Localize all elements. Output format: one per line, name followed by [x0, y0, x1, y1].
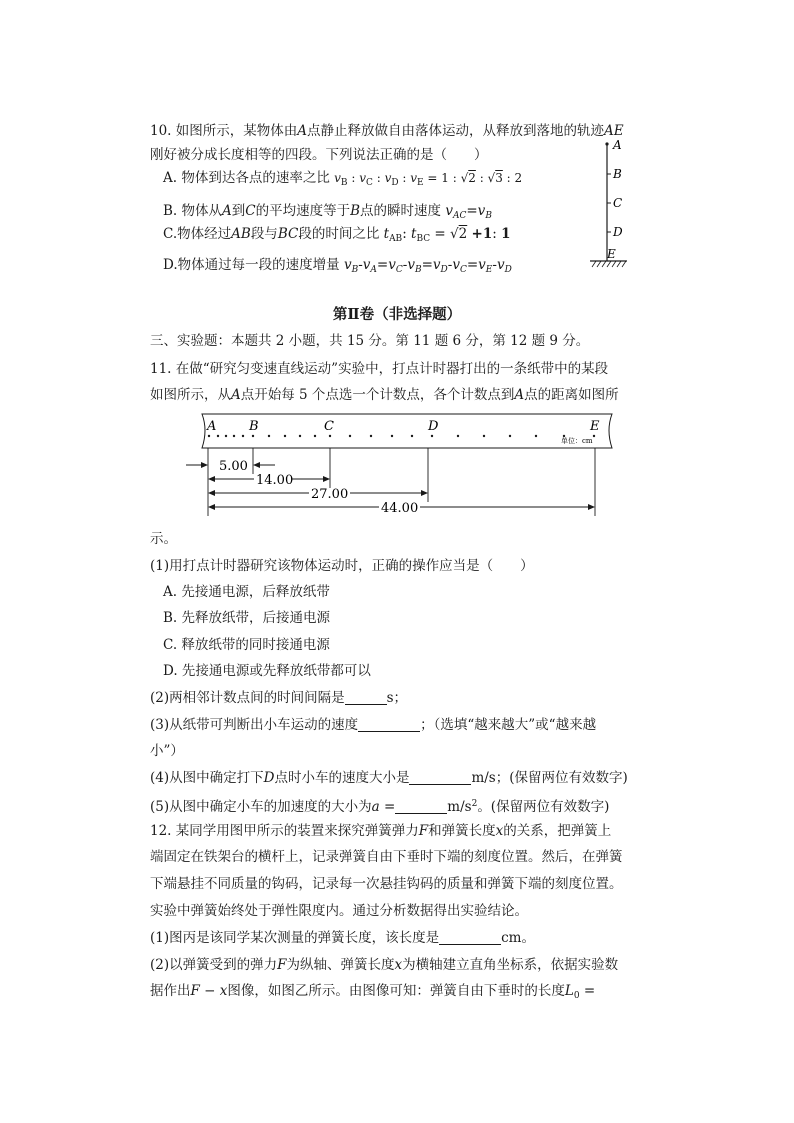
answer-blank-acceleration[interactable]	[395, 799, 447, 814]
answer-blank-interval[interactable]	[345, 690, 387, 705]
figure-label-e: E	[607, 247, 616, 261]
q11-p1-option-d: D. 先接通电源或先释放纸带都可以	[163, 663, 371, 679]
answer-blank-velocity-d[interactable]	[409, 770, 471, 785]
q12-stem-line4: 实验中弹簧始终处于弹性限度内。通过分析数据得出实验结论。	[150, 903, 528, 919]
q10-stem-line1: 10. 如图所示，某物体由A点静止释放做自由落体运动，从释放到落地的轨迹AE	[150, 123, 624, 139]
answer-blank-speed-trend[interactable]	[358, 717, 420, 732]
part-3-heading: 三、实验题：本题共 2 小题，共 15 分。第 11 题 6 分，第 12 题 9 分。	[150, 333, 590, 349]
distance-ad: 27.00	[311, 487, 349, 502]
q10-stem-line2: 刚好被分成长度相等的四段。下列说法正确的是（ ）	[150, 147, 488, 163]
ground-hatching	[592, 261, 626, 267]
tape-label-b: B	[249, 419, 259, 434]
answer-blank-spring-length[interactable]	[439, 930, 501, 945]
q11-part-5: (5)从图中确定小车的加速度的大小为$a = m/s^2$。(保留两位有效数字)	[150, 799, 610, 815]
tape-label-c: C	[324, 419, 334, 434]
q11-part-1: (1)用打点计时器研究该物体运动时，正确的操作应当是（ ）	[150, 558, 534, 574]
q11-stem-line1: 11. 在做“研究匀变速直线运动”实验中，打点计时器打出的一条纸带中的某段	[150, 361, 609, 377]
q12-stem-line2: 端固定在铁架台的横杆上，记录弹簧自由下垂时下端的刻度位置。然后，在弹簧	[150, 849, 623, 865]
q10-option-c: C.物体经过AB段与BC段的时间之比 $t_{AB}$: $t_{BC} = √2 +1$: 1	[163, 226, 511, 244]
q11-stem-line3: 示。	[150, 531, 177, 547]
q12-part-2: (2)以弹簧受到的弹力F为纵轴、弹簧长度x为横轴建立直角坐标系，依据实验数	[150, 957, 619, 973]
release-point-dot	[605, 142, 608, 145]
distance-ac: 14.00	[256, 473, 294, 488]
q11-stem-line2: 如图所示，从A点开始每 5 个点选一个计数点，各个计数点到A点的距离如图所	[150, 387, 619, 403]
tape-label-e: E	[590, 419, 600, 434]
q12-stem-line3: 下端悬挂不同质量的钩码，记录每一次悬挂钩码的质量和弹簧下端的刻度位置。	[150, 876, 623, 892]
tape-label-d: D	[428, 419, 439, 434]
q11-p1-option-c: C. 释放纸带的同时接通电源	[163, 637, 330, 653]
distance-ab: 5.00	[219, 459, 248, 474]
q11-part-3-cont: 小”）	[150, 743, 184, 759]
q11-part-2: (2)两相邻计数点间的时间间隔是 s；	[150, 690, 408, 706]
section-2-title: 第Ⅱ卷（非选择题）	[332, 306, 462, 323]
q11-part-4: (4)从图中确定打下D点时小车的速度大小是 m/s；(保留两位有效数字)	[150, 770, 628, 786]
paper-tape	[202, 414, 612, 448]
q10-option-b: B. 物体从A到C的平均速度等于B点的瞬时速度 $v_{AC}=v_B$	[163, 203, 492, 221]
paper-tape-figure	[180, 408, 620, 518]
q12-part-1: (1)图丙是该同学某次测量的弹簧长度，该长度是 cm。	[150, 930, 535, 946]
distance-ae: 44.00	[381, 501, 419, 516]
q11-p1-option-a: A. 先接通电源，后释放纸带	[163, 584, 330, 600]
figure-label-c: C	[613, 196, 623, 210]
tape-label-a: A	[207, 419, 217, 434]
free-fall-figure	[582, 136, 632, 272]
q12-part-2-cont: 据作出F − x图像，如图乙所示。由图像可知：弹簧自由下垂时的长度$L_0$ =	[150, 983, 596, 1001]
q11-part-3: (3)从纸带可判断出小车运动的速度 ；（选填“越来越大”或“越来越	[150, 717, 597, 733]
tape-unit: 单位：cm	[561, 437, 593, 445]
q10-option-d: D.物体通过每一段的速度增量 $v_B-v_A=v_C-v_B=v_D-v_C=v_E-v_D$	[163, 257, 512, 275]
q12-stem-line1: 12. 某同学用图甲所示的装置来探究弹簧弹力F和弹簧长度x的关系，把弹簧上	[150, 823, 612, 839]
q10-option-a: A. 物体到达各点的速率之比 $v_B$ : $v_C$ : $v_D$ : $v_E = 1$ : √2 : √3 : 2	[163, 170, 523, 188]
figure-label-b: B	[613, 167, 622, 181]
figure-label-d: D	[613, 225, 623, 239]
q11-p1-option-b: B. 先释放纸带，后接通电源	[163, 610, 331, 626]
figure-label-a: A	[613, 138, 622, 152]
